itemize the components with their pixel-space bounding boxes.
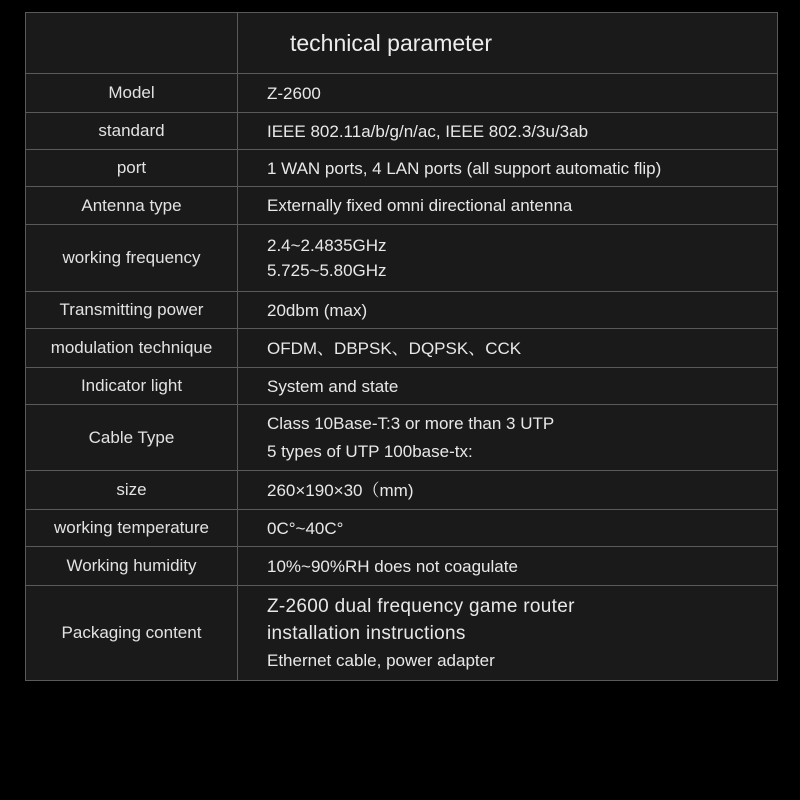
value-line: 260×190×30（mm) xyxy=(267,480,414,500)
row-value xyxy=(238,405,778,471)
row-label: Working humidity xyxy=(26,547,238,586)
table-title: technical parameter xyxy=(238,13,778,74)
table-row xyxy=(26,225,778,292)
table-row xyxy=(26,74,778,113)
value-line: Ethernet cable, power adapter xyxy=(267,650,495,670)
row-label: Antenna type xyxy=(26,187,238,225)
table-row xyxy=(26,113,778,150)
row-label: size xyxy=(26,471,238,510)
value-line: Z-2600 xyxy=(267,83,321,103)
value-line: 0C°~40C° xyxy=(267,518,344,538)
table-row xyxy=(26,405,778,471)
value-line: Z-2600 dual frequency game router xyxy=(267,595,575,617)
table-row xyxy=(26,510,778,547)
value-line: 1 WAN ports, 4 LAN ports (all support automatic flip) xyxy=(267,158,662,178)
value-line: 20dbm (max) xyxy=(267,300,368,320)
row-value xyxy=(238,150,778,187)
row-value xyxy=(238,471,778,510)
value-line: 5 types of UTP 100base-tx: xyxy=(267,441,473,461)
table-row xyxy=(26,187,778,225)
table-row xyxy=(26,292,778,329)
value-line: installation instructions xyxy=(267,622,466,644)
table-row xyxy=(26,150,778,187)
row-label: Packaging content xyxy=(26,586,238,681)
value-line: 2.4~2.4835GHz xyxy=(267,236,387,255)
row-label: port xyxy=(26,150,238,187)
table-row xyxy=(26,368,778,405)
row-value xyxy=(238,74,778,113)
table-row xyxy=(26,329,778,368)
table-row xyxy=(26,547,778,586)
row-label: standard xyxy=(26,113,238,150)
value-line: Externally fixed omni directional antenna xyxy=(267,196,573,215)
row-label: working temperature xyxy=(26,510,238,547)
row-label: modulation technique xyxy=(26,329,238,368)
spec-table xyxy=(25,12,778,681)
row-value xyxy=(238,510,778,547)
row-value xyxy=(238,292,778,329)
row-value xyxy=(238,225,778,292)
row-label: Model xyxy=(26,74,238,113)
value-line: OFDM、DBPSK、DQPSK、CCK xyxy=(267,338,522,358)
row-value xyxy=(238,547,778,586)
value-line: IEEE 802.11a/b/g/n/ac, IEEE 802.3/3u/3ab xyxy=(267,121,589,141)
row-value xyxy=(238,187,778,225)
value-line: System and state xyxy=(267,376,399,396)
row-label: Indicator light xyxy=(26,368,238,405)
row-value xyxy=(238,368,778,405)
value-line: Class 10Base-T:3 or more than 3 UTP xyxy=(267,413,555,433)
table-row xyxy=(26,586,778,681)
row-value xyxy=(238,329,778,368)
table-row xyxy=(26,471,778,510)
header-blank-cell xyxy=(26,13,238,74)
row-label: Cable Type xyxy=(26,405,238,471)
value-line: 10%~90%RH does not coagulate xyxy=(267,556,518,576)
row-label: working frequency xyxy=(26,225,238,292)
row-label: Transmitting power xyxy=(26,292,238,329)
value-line: 5.725~5.80GHz xyxy=(267,261,387,280)
row-value xyxy=(238,586,778,681)
row-value xyxy=(238,113,778,150)
header-row xyxy=(26,13,778,74)
